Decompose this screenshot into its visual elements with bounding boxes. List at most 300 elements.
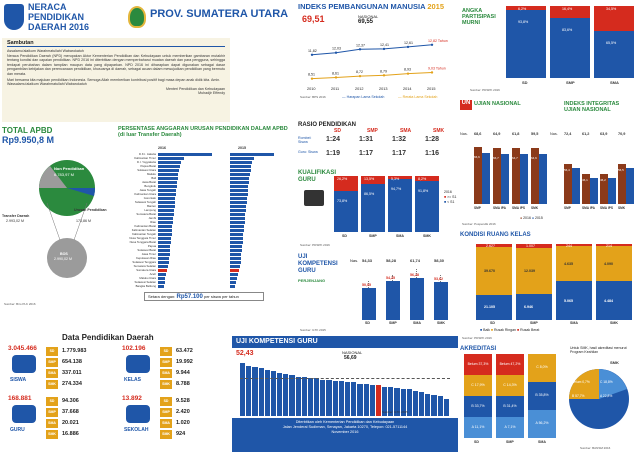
- anggaran-bar-2015: [230, 217, 245, 220]
- anggaran-region-label: Sumatera Barat: [136, 212, 156, 216]
- apm-bottom-label: 83,6%: [562, 27, 573, 32]
- harapan-label: 12,41: [380, 42, 389, 47]
- ukg-daerah-bar: [438, 396, 443, 416]
- rasio-row2-value: 1:16: [425, 150, 440, 157]
- apm-top-label: 16,4%: [562, 7, 573, 11]
- title-line-3: DAERAH 2016: [28, 22, 90, 32]
- un-bar-2015: [482, 153, 490, 204]
- anggaran-bar-2016: [158, 257, 169, 260]
- ruang-bar-baik: [596, 281, 632, 320]
- ukg-daerah-bar: [283, 374, 288, 416]
- akreditasi-sd-segment: Belum 37,3%: [464, 354, 492, 375]
- iiun-nas-value: 63,9: [600, 132, 608, 136]
- guru-value: 20.021: [62, 420, 79, 426]
- kualifikasi-level: SMK: [423, 234, 431, 238]
- anggaran-bar-2015: [230, 257, 241, 260]
- ukg-daerah-bar: [265, 370, 270, 416]
- anggaran-region-label: Nusa Tenggara Barat: [129, 240, 156, 244]
- un-nas-value: 68,6: [474, 132, 482, 136]
- kualifikasi-source: Sumber: PDSPK 2016: [300, 243, 330, 247]
- ukg-daerah-national-line: [240, 378, 450, 379]
- iiun-nas-value: 70,9: [618, 132, 626, 136]
- anggaran-bar-2016: [158, 233, 172, 236]
- anggaran-region-label: Bali: [151, 176, 156, 180]
- un-badge: UN: [460, 100, 472, 110]
- sekolah-total: 13.892: [122, 395, 142, 402]
- anggaran-bar-2015: [230, 225, 244, 228]
- ukg-daerah-bar: [357, 384, 362, 416]
- apbd-value-non-pendidikan: 6.783,97 M: [54, 172, 75, 177]
- un-level: SMP: [474, 206, 481, 210]
- rata-point: [335, 76, 337, 78]
- anggaran-bar-2015: [230, 205, 246, 208]
- akreditasi-sma-segment: C 8,0%: [528, 354, 556, 382]
- ukg-level: SMA: [413, 321, 421, 325]
- level-badge: SMP: [160, 408, 172, 417]
- sambutan-paragraph-2: Mari bersama kita majukan pendidikan Indonesia. Semoga Allah memberikan kontribusi positif bagi masa depan anak didik kita. Amin.: [7, 77, 221, 82]
- anggaran-subtitle: (di luar Transfer Daerah): [118, 132, 182, 138]
- level-badge: SD: [160, 397, 172, 406]
- level-badge: SMA: [160, 419, 172, 428]
- ipm-panel: [298, 2, 458, 100]
- ruang-berat-label: 1.007: [526, 244, 535, 248]
- kualifikasi-tidak-label: 26,2%: [337, 177, 348, 181]
- anggaran-region-label: Lampung: [144, 208, 156, 212]
- akreditasi-level: SMA: [538, 440, 546, 444]
- kualifikasi-tidak-label: 13,5%: [364, 177, 375, 181]
- anggaran-region-label: Sulawesi Tengah: [134, 200, 156, 204]
- un-nas-label: Nas.: [460, 132, 468, 136]
- anggaran-bar-2016: [158, 225, 172, 228]
- anggaran-bar-2015: [230, 229, 244, 232]
- siswa-label: SISWA: [10, 377, 27, 383]
- anggaran-bar-2015: [230, 285, 235, 288]
- ukg-daerah-footer: Diterbitkan oleh Kementerian Pendidikan dan Kebudayaan Jalan Jenderal Sudirman, Senayan, Jakarta 10270, Telepon: 021-5711144 November 2016: [282, 420, 408, 434]
- anggaran-bar-2015: [230, 193, 248, 196]
- ruang-ringan-label: 39.670: [484, 268, 495, 273]
- rasio-row2-label: Guru: Siswa: [298, 150, 318, 154]
- anggaran-region-label: Kalimantan Timur: [134, 156, 156, 160]
- ukg-jenjang-panel: [298, 254, 458, 334]
- anggaran-bar-2016: [158, 197, 175, 200]
- ukg-prov-label: 50,05: [362, 282, 371, 287]
- siswa-value: 337.011: [62, 370, 82, 376]
- ipm-year-label: 2012: [355, 87, 364, 91]
- sambutan-panel: [2, 38, 230, 122]
- ukg-nas-label: Nas.: [350, 258, 359, 263]
- anggaran-bar-2016: [158, 201, 175, 204]
- ukg-daerah-national-label: NASIONAL: [342, 350, 363, 355]
- iiun-nas-value: 61,2: [582, 132, 590, 136]
- sambutan-greeting: Assalamu'alaikum Warahmatullahi Wabarokatuh: [7, 49, 84, 53]
- apbd-label-non-pendidikan: Non Pendidikan: [54, 166, 85, 171]
- anggaran-bar-2015: [230, 153, 274, 156]
- data-pendidikan-title: Data Pendidikan Daerah: [62, 333, 154, 342]
- anggaran-panel: [118, 126, 296, 302]
- ruang-legend: ■ Baik ■ Rusak Ringan ■ Rusak Berat: [480, 328, 540, 332]
- anggaran-bar-2016: [158, 165, 180, 168]
- rata-point: [407, 72, 409, 74]
- kelas-value: 8.788: [176, 381, 190, 387]
- anggaran-region-label: Kalimantan Tengah: [132, 232, 156, 236]
- kualifikasi-layak-label: 86,5%: [364, 191, 375, 196]
- anggaran-region-label: Maluku: [146, 172, 156, 176]
- rasio-row2-value: 1:17: [359, 150, 374, 157]
- rata-label: 8,61: [332, 71, 339, 76]
- ukg-daerah-bar: [339, 381, 344, 416]
- kualifikasi-level: SMA: [396, 234, 404, 238]
- anggaran-bar-2015: [230, 185, 248, 188]
- ukg-daerah-chart-area: [232, 348, 458, 418]
- un-value-label: 64,6: [531, 155, 537, 160]
- anggaran-bar-2015: [230, 213, 245, 216]
- anggaran-region-label: Aceh: [149, 272, 156, 276]
- ipm-national-label: NASIONAL: [358, 14, 379, 19]
- ruang-bar-ringan: [596, 246, 632, 281]
- kualifikasi-bar-ge-s1: [334, 191, 358, 232]
- rata-label: 8,79: [380, 69, 387, 74]
- ipm-year-label: 2011: [331, 87, 340, 91]
- guru-value: 94.306: [62, 398, 79, 404]
- rasio-level: SMK: [433, 128, 445, 134]
- anggaran-region-label: Maluku Utara: [139, 276, 156, 280]
- ukg-daerah-value: 52,43: [236, 350, 254, 357]
- anggaran-bar-2015: [230, 197, 247, 200]
- ukg-daerah-bar: [296, 377, 301, 416]
- anggaran-bar-2016: [158, 277, 165, 280]
- akreditasi-smp-segment: C 14,3%: [496, 375, 524, 396]
- anggaran-region-label: Jawa Barat: [142, 180, 156, 184]
- ukg-level: SMP: [389, 321, 397, 325]
- rasio-row2-value: 1:17: [392, 150, 407, 157]
- anggaran-region-label: D.K.I. Jakarta: [139, 152, 156, 156]
- apbd-panel: [2, 126, 114, 302]
- akreditasi-smk-value: C 18,8%: [600, 380, 613, 384]
- un-level: SMA IPS: [512, 206, 525, 210]
- harapan-label: 12,82 Tahun: [428, 38, 448, 43]
- ukg-daerah-bar: [333, 381, 338, 416]
- guru-value: 37.668: [62, 409, 79, 415]
- level-badge: SMP: [46, 358, 58, 367]
- apm-level-label: SD: [522, 80, 528, 85]
- iiun-bar-2015: [590, 178, 598, 204]
- publication-title: [28, 2, 89, 32]
- kualifikasi-level: SMP: [369, 234, 377, 238]
- kualifikasi-layak-label: 94,7%: [391, 186, 402, 191]
- ipm-value: 69,51: [302, 14, 325, 24]
- level-badge: SMP: [46, 408, 58, 417]
- anggaran-bar-chart: [118, 152, 296, 288]
- sekolah-value: 1.020: [176, 420, 190, 426]
- akreditasi-sd-segment: B 33,7%: [464, 396, 492, 417]
- ukg-daerah-bar: [302, 377, 307, 416]
- anggaran-bar-2015: [230, 245, 242, 248]
- siswa-total: 3.045.466: [8, 345, 37, 352]
- anggaran-bar-2016: [158, 285, 164, 288]
- anggaran-bar-2016: [158, 229, 172, 232]
- rata-label: 8,93: [404, 67, 411, 72]
- apbd-total: Rp9.950,8 M: [2, 135, 55, 145]
- un-value-label: 64,7: [512, 155, 518, 160]
- ukg-daerah-source: Sumber: GTK 2015: [382, 410, 408, 414]
- anggaran-bar-2015: [230, 233, 243, 236]
- akreditasi-smk-value: A 22,8%: [600, 394, 613, 398]
- anggaran-bar-2016: [158, 173, 178, 176]
- anggaran-bar-2015: [230, 181, 249, 184]
- ipm-title: INDEKS PEMBANGUNAN MANUSIA 2015: [298, 2, 445, 11]
- sekolah-block: [120, 395, 228, 443]
- anggaran-bar-2016: [158, 273, 166, 276]
- ukg-daerah-bar: [289, 375, 294, 416]
- ukg-daerah-bar: [277, 373, 282, 416]
- apm-top-label: 6,2%: [518, 7, 527, 11]
- anggaran-region-label: Banten: [147, 204, 156, 208]
- apm-bottom-label: 93,8%: [518, 20, 529, 25]
- harapan-point: [335, 52, 337, 54]
- rasio-panel: [298, 122, 458, 164]
- guru-label: GURU: [10, 427, 25, 433]
- ruang-level: SMP: [530, 321, 538, 325]
- ukg-prov-bar: [410, 278, 424, 320]
- kelas-block: [120, 345, 228, 393]
- ukg-daerah-panel: [232, 336, 458, 452]
- ipm-year-label: 2014: [403, 87, 412, 91]
- iiun-level: SMA IPS: [600, 206, 613, 210]
- akreditasi-smk-value: B 57,7%: [572, 394, 585, 398]
- ruang-berat-label: 214: [606, 244, 612, 248]
- ukg-daerah-bar: [370, 385, 375, 416]
- ruang-panel: [460, 232, 638, 342]
- teacher-icon: [12, 405, 36, 423]
- ukg-daerah-bar: [431, 395, 436, 416]
- akreditasi-sd-segment: A 11,1%: [464, 417, 492, 438]
- anggaran-bar-2016: [158, 213, 174, 216]
- siswa-value: 1.779.983: [62, 348, 87, 354]
- anggaran-region-label: Sumatera Selatan: [133, 264, 156, 268]
- un-panel: [460, 100, 638, 228]
- anggaran-bar-2016: [158, 209, 174, 212]
- un-value-label: 66,6: [474, 155, 480, 160]
- kualifikasi-tidak-label: 8,2%: [418, 177, 427, 181]
- anggaran-bar-2016: [158, 261, 169, 264]
- rasio-row1-label: Rombel: Siswa: [298, 136, 312, 144]
- anggaran-region-label: Bangka Belitung: [135, 284, 156, 288]
- un-level: SMK: [531, 206, 539, 210]
- rata-point: [383, 74, 385, 76]
- ukg-daerah-bar: [314, 378, 319, 416]
- ukg-daerah-bar: [425, 394, 430, 416]
- sambutan-paragraph-1: Neraca Pendidikan Daerah (NPD) merupakan Aktor Kementerian Pendidikan dan Kebudayaan untuk memberikan gambaran mutakhir tentang kondisi dan capaian pendidikan. NPD 2016 ini diterbitkan dengan memperbaharui muatan daerah dan para pengguna, sehingga terdapat perubahan dalam tampilan maupun data yang dipaparkan. NPD 2016 ini diharapkan dapat digunakan sebagai dasar pengambilan kebijakan dan perencanaan pendidikan, khususnya di daerah, sebagai acuan dalam mewujudkan pendidikan yang bermutu dan merata.: [7, 53, 225, 76]
- ruang-bar-ringan: [556, 246, 592, 281]
- apm-source: Sumber: PDSPK 2016: [470, 88, 500, 92]
- sekolah-value: 9.528: [176, 398, 190, 404]
- level-badge: SMA: [160, 369, 172, 378]
- ruang-bar-baik: [556, 281, 592, 320]
- akreditasi-sd-segment: C 17,9%: [464, 375, 492, 396]
- apbd-value-bos: 2.990,02 M: [54, 257, 72, 261]
- kelas-value: 9.944: [176, 370, 190, 376]
- ukg-nas-value: 58,28: [386, 258, 397, 263]
- harapan-point: [407, 46, 409, 48]
- siswa-block: [6, 345, 114, 393]
- ruang-source: Sumber: PDSPK 2016: [462, 336, 492, 340]
- anggaran-region-label: Kalimantan Selatan: [131, 228, 156, 232]
- level-badge: SMA: [46, 369, 58, 378]
- anggaran-bar-2015: [230, 261, 241, 264]
- akreditasi-smk-value: Belum 0,7%: [572, 380, 590, 384]
- ukg-prov-label: 56,28: [410, 272, 419, 277]
- ipm-legend-rata: — Rerata Lama Sekolah: [398, 95, 438, 99]
- ukg-daerah-bar: [246, 366, 251, 416]
- anggaran-bar-2015: [230, 221, 245, 224]
- anggaran-bar-2015: [230, 281, 236, 284]
- un-bar-2015: [501, 154, 509, 204]
- kualifikasi-level: SD: [342, 234, 347, 238]
- rasio-level: SMP: [367, 128, 378, 134]
- anggaran-bar-2016: [158, 181, 177, 184]
- kelas-label: KELAS: [124, 377, 141, 383]
- anggaran-bar-2015: [230, 157, 254, 160]
- akreditasi-note: Untuk SMK, hasil akreditasi menurut Program Keahlian: [570, 346, 627, 354]
- ukg-daerah-bar: [419, 392, 424, 416]
- sekolah-value: 924: [176, 431, 186, 437]
- kelas-value: 19.992: [176, 359, 193, 365]
- ruang-level: SMA: [570, 321, 578, 325]
- rata-label: 9,03 Tahun: [428, 66, 446, 71]
- anggaran-region-label: Bengkulu: [144, 184, 156, 188]
- akreditasi-smk-label: SMK: [610, 360, 619, 365]
- iiun-value-label: 46,2: [600, 177, 606, 182]
- harapan-point: [383, 48, 385, 50]
- ukg-daerah-bar: [351, 382, 356, 416]
- school-icon: [126, 405, 150, 423]
- ruang-berat-label: 244: [566, 244, 572, 248]
- anggaran-bar-2015: [230, 253, 241, 256]
- footer-prefix: Setara dengan:: [148, 294, 176, 299]
- anggaran-region-label: Nusa Tenggara Timur: [129, 236, 156, 240]
- anggaran-year-2015: 2015: [238, 146, 246, 150]
- harapan-point: [359, 48, 361, 50]
- anggaran-bar-2016: [158, 245, 170, 248]
- rata-point: [431, 71, 433, 73]
- level-badge: SD: [46, 397, 58, 406]
- harapan-label: 12,37: [356, 43, 365, 48]
- apm-top-label: 34,5%: [606, 7, 617, 11]
- ukg-nas-value: 58,30: [434, 258, 445, 263]
- level-badge: SMA: [46, 419, 58, 428]
- anggaran-bar-2016: [158, 281, 165, 284]
- sambutan-signer-name: Muhadjir Effendy: [198, 91, 225, 96]
- rasio-row1-value: 1:31: [359, 136, 374, 143]
- ruang-ringan-label: 12.039: [524, 268, 535, 273]
- un-bar-2015: [520, 154, 528, 204]
- ruang-bar-baik: [516, 294, 552, 320]
- apm-bottom-label: 65,5%: [606, 40, 617, 45]
- iiun-bar-2015: [572, 168, 580, 204]
- un-nas-value: 64,9: [493, 132, 501, 136]
- rata-point: [311, 77, 313, 79]
- guru-value: 16.886: [62, 431, 79, 437]
- anggaran-region-label: Papua Barat: [140, 164, 156, 168]
- ukg-prov-label: 53,62: [434, 277, 443, 282]
- anggaran-bar-2015: [230, 273, 238, 276]
- anggaran-bar-2016: [158, 237, 171, 240]
- un-title: UJIAN NASIONAL: [474, 101, 521, 107]
- ruang-ringan-label: 4.090: [604, 261, 613, 266]
- footer-suffix: per siswa per tahun: [203, 294, 239, 299]
- ukg-daerah-bar: [376, 385, 381, 416]
- akreditasi-sma-segment: A 56,2%: [528, 410, 556, 438]
- anggaran-bar-2015: [230, 173, 250, 176]
- ukg-nas-value: 61,74: [410, 258, 421, 263]
- apbd-label-transfer: Transfer Daerah: [2, 214, 30, 218]
- ukg-jenjang-source: Sumber: GTK 2015: [300, 328, 326, 332]
- graduation-cap-icon: [304, 190, 324, 206]
- iiun-nas-label: Nas.: [550, 132, 558, 136]
- anggaran-bar-2015: [230, 189, 248, 192]
- ruang-baik-label: 4.484: [604, 298, 613, 303]
- anggaran-bar-2016: [158, 269, 167, 272]
- ipm-national-value: 69,55: [358, 19, 374, 25]
- harapan-label: 12,03: [332, 46, 341, 51]
- un-level: SMA IPA: [493, 206, 506, 210]
- apbd-label-bos: BOS: [60, 252, 68, 256]
- iiun-nas-value: 72,4: [564, 132, 572, 136]
- siswa-value: 654.138: [62, 359, 82, 365]
- apm-bar-bottom: [594, 31, 634, 78]
- sambutan-signer-title: Menteri Pendidikan dan Kebudayaan: [166, 86, 225, 91]
- anggaran-region-label: Jambi: [148, 216, 156, 220]
- ukg-daerah-bar: [326, 380, 331, 416]
- level-badge: SD: [46, 347, 58, 356]
- iiun-value-label: 56,5: [618, 167, 624, 172]
- iiun-level: SMP: [564, 206, 571, 210]
- ukg-level: SD: [365, 321, 370, 325]
- ipm-year-label: 2015: [427, 87, 436, 91]
- anggaran-title: PERSENTASE ANGGARAN URUSAN PENDIDIKAN DALAM APBD: [118, 126, 288, 132]
- footer-value: Rp57.100: [176, 294, 203, 300]
- ukg-prov-bar: [434, 282, 448, 320]
- rata-label: 8,72: [356, 70, 363, 75]
- anggaran-bar-2016: [158, 189, 176, 192]
- ukg-prov-bar: [362, 288, 376, 320]
- anggaran-source: Sumber: Biro PLK 2016: [4, 302, 36, 306]
- iiun-level: SMA IPA: [582, 206, 595, 210]
- anggaran-bar-2016: [158, 217, 173, 220]
- province-emblem: [128, 6, 146, 28]
- apbd-value-transfer: 2.993,02 M: [6, 219, 24, 223]
- akreditasi-smp-segment: Belum 47,2%: [496, 354, 524, 375]
- anggaran-bar-2016: [158, 249, 170, 252]
- ipm-line-chart: [298, 30, 458, 100]
- ukg-daerah-bar: [320, 380, 325, 416]
- anggaran-bar-2015: [230, 269, 239, 272]
- akreditasi-source: Sumber: BANSM 2016: [580, 446, 611, 450]
- apm-level-label: SMA: [610, 80, 619, 85]
- data-pendidikan-panel: [2, 333, 230, 451]
- akreditasi-panel: [460, 346, 638, 451]
- anggaran-bar-2016: [158, 153, 212, 156]
- anggaran-bar-2016: [158, 157, 184, 160]
- rata-line: [312, 72, 432, 78]
- ukg-level: SMK: [437, 321, 445, 325]
- iiun-value-label: 46,1: [582, 177, 588, 182]
- kelas-total: 102.196: [122, 345, 146, 352]
- anggaran-bar-2016: [158, 205, 175, 208]
- ukg-daerah-bar: [252, 367, 257, 416]
- ukg-prov-label: 54,25: [386, 276, 395, 281]
- anggaran-bar-2016: [158, 241, 171, 244]
